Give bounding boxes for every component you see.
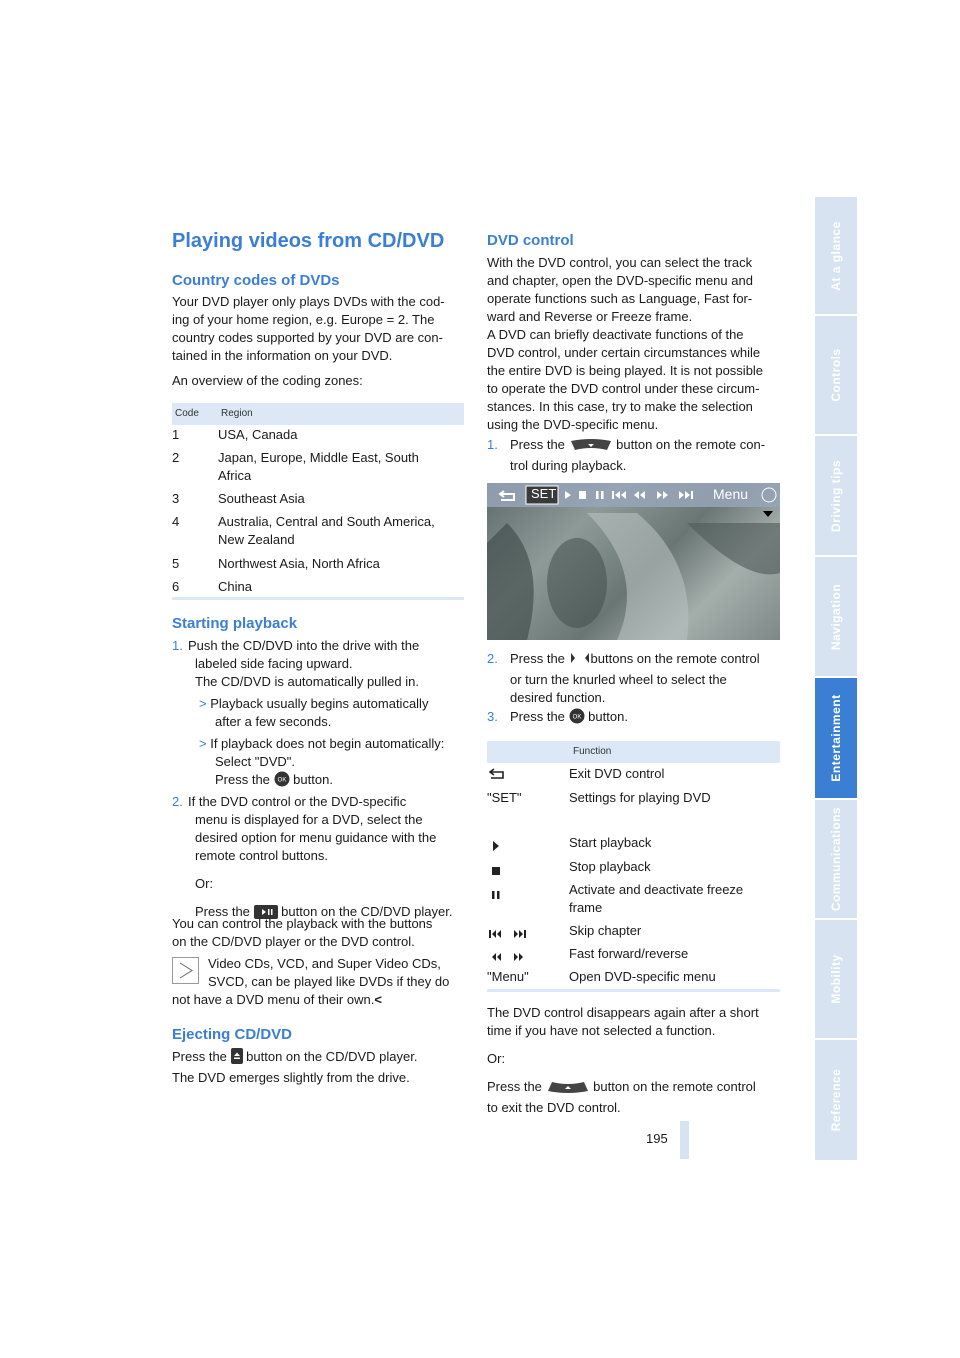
text-line: using the DVD-specific menu. <box>487 417 659 432</box>
pause-icon <box>492 886 500 904</box>
text-line: Select "DVD". <box>215 754 296 769</box>
region-cell <box>218 449 419 485</box>
col-header-function: Function <box>573 746 612 757</box>
text-line: Video CDs, VCD, and Super Video CDs, <box>208 956 441 971</box>
text-line: on the CD/DVD player or the DVD control. <box>172 934 415 949</box>
ok-button-icon <box>274 771 290 792</box>
tab-mobility[interactable] <box>815 920 857 1038</box>
tab-label: Reference <box>829 1068 843 1132</box>
remote-menu-button-icon <box>569 438 613 457</box>
page-marker <box>680 1121 689 1159</box>
text-line: remote control buttons. <box>195 848 328 863</box>
chevron-down-icon <box>763 511 773 517</box>
ok-button-icon <box>569 708 585 729</box>
remote-back-button-icon <box>546 1080 590 1099</box>
text-line: buttons on the remote control <box>590 651 760 666</box>
text-line: button. <box>293 772 333 787</box>
code-cell: 5 <box>172 556 180 571</box>
text-line: labeled side facing upward. <box>195 656 353 671</box>
text-line: Push the CD/DVD into the drive with the <box>188 638 420 653</box>
tab-controls[interactable] <box>815 316 857 434</box>
tab-label: Mobility <box>829 954 843 1004</box>
text-line: Press the <box>172 1049 227 1064</box>
code-cell: 6 <box>172 579 180 594</box>
code-cell: 2 <box>172 450 180 465</box>
step-number: 2. <box>487 651 498 666</box>
text-line: button on the CD/DVD player. <box>246 1049 418 1064</box>
text-line: The CD/DVD is automatically pulled in. <box>195 674 419 689</box>
text-line: time if you have not selected a function. <box>487 1023 716 1038</box>
function-desc: Exit DVD control <box>569 766 665 781</box>
col-header-code: Code <box>175 408 199 419</box>
text-line: Press the <box>195 904 250 919</box>
step-number: 2. <box>172 794 183 809</box>
function-key: "Menu" <box>487 969 529 984</box>
table-row <box>172 426 179 444</box>
text-line: Press the <box>215 772 270 787</box>
step-number: 1. <box>172 638 183 653</box>
text-line: With the DVD control, you can select the track <box>487 255 753 270</box>
table-row <box>172 490 179 508</box>
region-cell <box>218 490 305 508</box>
text-line: the entire DVD is being played. It is not possible <box>487 363 764 378</box>
dvd-step-1 <box>487 436 787 475</box>
page-number: 195 <box>646 1131 668 1146</box>
region-cell <box>218 578 252 596</box>
text-line: Press the <box>510 437 565 452</box>
bullet-1 <box>199 695 479 731</box>
text-line: SVCD, can be played like DVDs if they do <box>208 974 450 989</box>
tab-communications[interactable] <box>815 800 857 918</box>
set-label: SET <box>531 486 557 501</box>
step-1 <box>172 637 472 691</box>
text-line: Or: <box>195 876 214 891</box>
code-cell: 3 <box>172 491 180 506</box>
text-line: button. <box>588 709 628 724</box>
starting-playback-heading: Starting playback <box>172 615 298 632</box>
menu-label: Menu <box>713 486 749 502</box>
text-line: to operate the DVD control under these circum- <box>487 381 760 396</box>
text-line: or turn the knurled wheel to select the <box>510 672 727 687</box>
dvd-step-3 <box>487 708 787 729</box>
text-line: If playback does not begin automatically: <box>210 736 445 751</box>
text-line: You can control the playback with the buttons <box>172 916 433 931</box>
text-line: Africa <box>218 468 252 483</box>
text-line: button on the remote con- <box>616 437 766 452</box>
region-cell <box>218 555 380 573</box>
text-line: Press the <box>510 709 565 724</box>
text-line: ing of your home region, e.g. Europe = 2. The <box>172 312 435 327</box>
function-desc: Open DVD-specific menu <box>569 969 716 984</box>
text-line: New Zealand <box>218 532 295 547</box>
bullet-marker: > <box>199 736 207 751</box>
bullet-marker: > <box>199 696 207 711</box>
code-cell: 4 <box>172 514 180 529</box>
text-line: to exit the DVD control. <box>487 1100 621 1115</box>
region-table-header <box>172 403 464 425</box>
page-title: Playing videos from CD/DVD <box>172 230 445 252</box>
text-line: not have a DVD menu of their own. <box>172 992 375 1007</box>
col-header-region: Region <box>221 408 253 419</box>
text-line: tained in the information on your DVD. <box>172 348 393 363</box>
svg-text:OK: OK <box>572 714 581 721</box>
text-line: Australia, Central and South America, <box>218 514 435 529</box>
country-para <box>172 293 472 365</box>
disappear-para <box>487 1004 787 1117</box>
text-line: Northwest Asia, North Africa <box>218 556 380 571</box>
fast-icon <box>491 949 527 967</box>
text-line: after a few seconds. <box>215 714 332 729</box>
table-row <box>172 513 179 531</box>
dvd-control-heading: DVD control <box>487 232 574 249</box>
eject-para <box>172 1048 472 1087</box>
text-line: desired function. <box>510 690 606 705</box>
function-desc: Skip chapter <box>569 923 642 938</box>
text-line: frame <box>569 900 603 915</box>
text-line: desired option for menu guidance with the <box>195 830 437 845</box>
text-line: Your DVD player only plays DVDs with the cod- <box>172 294 445 309</box>
text-line: button on the remote control <box>593 1079 756 1094</box>
tab-driving-tips[interactable] <box>815 436 857 555</box>
region-cell <box>218 426 298 444</box>
country-codes-heading: Country codes of DVDs <box>172 272 340 289</box>
table-bottom-rule <box>172 597 464 600</box>
dvd-para <box>487 254 787 434</box>
text-line: trol during playback. <box>510 458 627 473</box>
tab-label: Controls <box>829 348 843 402</box>
text-line: Press the <box>510 651 565 666</box>
tab-label: Communications <box>829 806 843 912</box>
eject-button-icon <box>231 1048 243 1069</box>
text-line: operate functions such as Language, Fast for- <box>487 291 753 306</box>
text-line: A DVD can briefly deactivate functions of the <box>487 327 744 342</box>
table-row <box>172 555 179 573</box>
text-line: The DVD control disappears again after a short <box>487 1005 759 1020</box>
tab-at-a-glance[interactable] <box>815 197 857 314</box>
text-line: and chapter, open the DVD-specific menu and <box>487 273 753 288</box>
return-icon <box>489 767 505 785</box>
note <box>172 955 472 1009</box>
function-desc: Settings for playing DVD <box>569 790 711 805</box>
tab-reference[interactable] <box>815 1040 857 1160</box>
svg-text:OK: OK <box>277 777 286 784</box>
stop-icon <box>492 862 500 880</box>
text-line: country codes supported by your DVD are con- <box>172 330 443 345</box>
tab-entertainment[interactable] <box>815 678 857 798</box>
tab-label: Entertainment <box>829 694 843 782</box>
function-table-header <box>487 741 780 763</box>
text-line: Playback usually begins automatically <box>210 696 429 711</box>
table-row <box>172 449 179 467</box>
text-line: Southeast Asia <box>218 491 305 506</box>
tab-navigation[interactable] <box>815 557 857 676</box>
left-right-buttons-icon <box>569 650 591 671</box>
text-line: Activate and deactivate freeze <box>569 882 744 897</box>
ejecting-heading: Ejecting CD/DVD <box>172 1026 293 1043</box>
function-key: "SET" <box>487 790 522 805</box>
text-line: Japan, Europe, Middle East, South <box>218 450 419 465</box>
text-line: China <box>218 579 252 594</box>
tab-label: Driving tips <box>829 459 843 532</box>
play-icon <box>493 838 499 856</box>
text-line: menu is displayed for a DVD, select the <box>195 812 423 827</box>
table-row <box>172 578 179 596</box>
text-line: If the DVD control or the DVD-specific <box>188 794 407 809</box>
text-line: Or: <box>487 1051 506 1066</box>
dvd-control-bar <box>487 483 780 507</box>
overview-text: An overview of the coding zones: <box>172 373 363 388</box>
code-cell: 1 <box>172 427 180 442</box>
dvd-screen-image <box>487 483 780 640</box>
tab-label: At a glance <box>829 220 843 291</box>
text-line: ward and Reverse or Freeze frame. <box>487 309 693 324</box>
step-number: 1. <box>487 437 498 452</box>
step-2 <box>172 793 472 924</box>
tab-label: Navigation <box>829 583 843 650</box>
function-desc: Stop playback <box>569 859 651 874</box>
function-desc: Fast forward/reverse <box>569 946 689 961</box>
function-desc <box>569 881 743 917</box>
function-desc: Start playback <box>569 835 652 850</box>
control-para <box>172 915 472 951</box>
bullet-2 <box>199 735 479 792</box>
skip-icon <box>489 926 529 944</box>
text-line: The DVD emerges slightly from the drive. <box>172 1070 410 1085</box>
dvd-step-2 <box>487 650 787 707</box>
text-line: button on the CD/DVD player. <box>281 904 453 919</box>
end-marker: < <box>374 992 382 1007</box>
text-line: USA, Canada <box>218 427 298 442</box>
text-line: DVD control, under certain circumstances while <box>487 345 761 360</box>
function-table-bottom-rule <box>487 989 780 992</box>
text-line: Press the <box>487 1079 542 1094</box>
region-cell <box>218 513 435 549</box>
step-number: 3. <box>487 709 498 724</box>
text-line: stances. In this case, try to make the selection <box>487 399 753 414</box>
